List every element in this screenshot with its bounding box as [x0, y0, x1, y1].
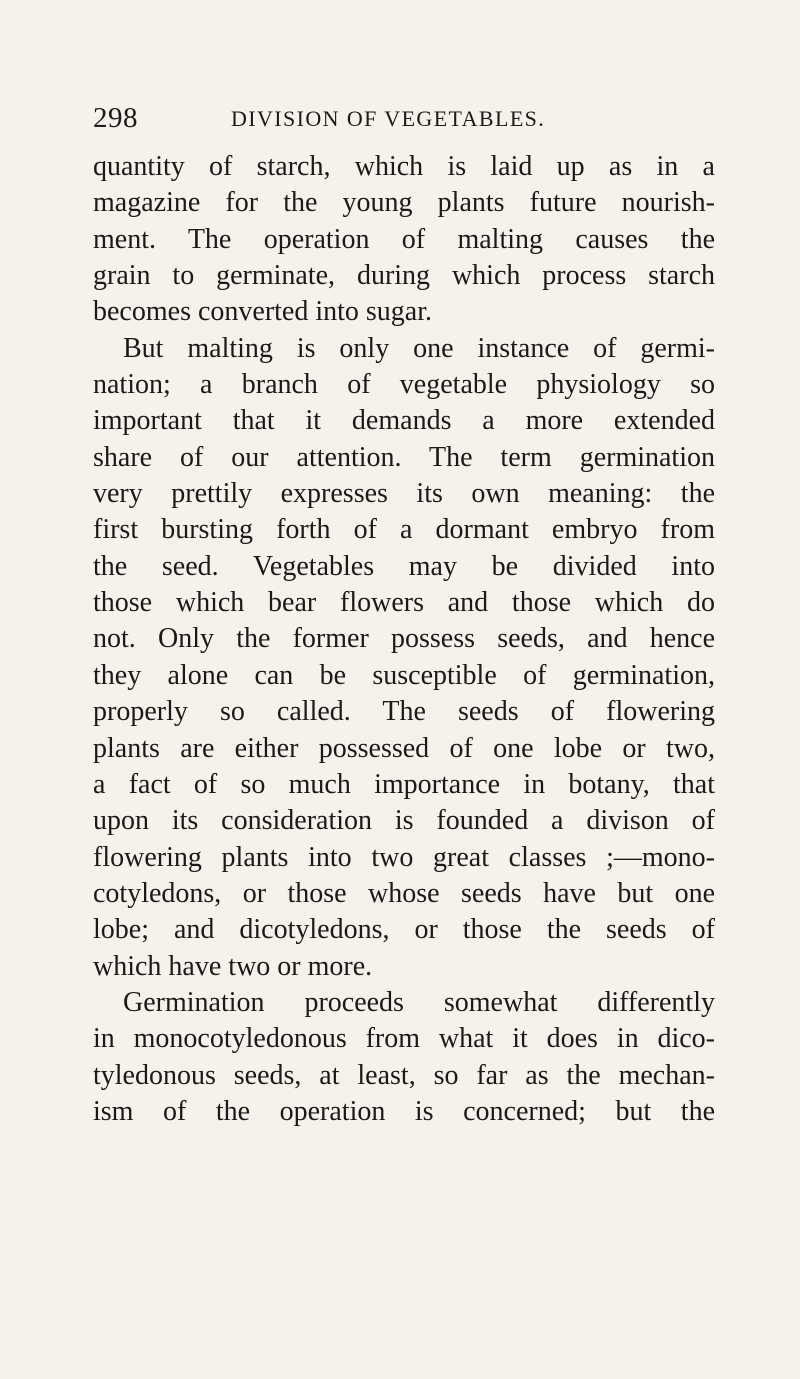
text-line: cotyledons, or those whose seeds have but one: [93, 877, 715, 909]
text-line: which have two or more.: [93, 950, 373, 982]
text-line: they alone can be susceptible of germination,: [93, 659, 715, 691]
running-title: DIVISION OF VEGETABLES.: [231, 106, 546, 131]
text-line: important that it demands a more extended: [93, 405, 715, 437]
page-number: 298: [93, 102, 138, 134]
running-head: [93, 101, 653, 135]
text-line: Germination proceeds somewhat differently: [123, 986, 715, 1018]
text-line: ment. The operation of malting causes the: [93, 223, 715, 255]
text-line: ism of the operation is concerned; but the: [93, 1095, 715, 1127]
text-line: first bursting forth of a dormant embryo from: [93, 514, 715, 546]
text-line: But malting is only one instance of germi-: [123, 332, 715, 364]
text-line: the seed. Vegetables may be divided into: [93, 550, 715, 582]
text-line: tyledonous seeds, at least, so far as the mechan-: [93, 1059, 715, 1091]
text-line: grain to germinate, during which process starch: [93, 260, 715, 292]
text-line: plants are either possessed of one lobe or two,: [93, 732, 715, 764]
text-line: properly so called. The seeds of flowering: [93, 696, 715, 728]
text-line: those which bear flowers and those which do: [93, 587, 715, 619]
text-line: magazine for the young plants future nourish-: [93, 187, 715, 219]
text-line: share of our attention. The term germination: [93, 441, 715, 473]
text-line: lobe; and dicotyledons, or those the seeds of: [93, 914, 715, 946]
text-line: in monocotyledonous from what it does in dico-: [93, 1023, 715, 1055]
body-text: [93, 149, 715, 1130]
text-line: nation; a branch of vegetable physiology so: [93, 369, 715, 401]
text-line: upon its consideration is founded a divison of: [93, 805, 715, 837]
text-line: becomes converted into sugar.: [93, 296, 433, 328]
text-line: a fact of so much importance in botany, that: [93, 768, 715, 800]
text-line: quantity of starch, which is laid up as in a: [93, 151, 715, 182]
text-line: very prettily expresses its own meaning: the: [93, 478, 715, 510]
text-line: not. Only the former possess seeds, and hence: [93, 623, 715, 655]
text-line: flowering plants into two great classes ;—mono-: [93, 841, 715, 873]
